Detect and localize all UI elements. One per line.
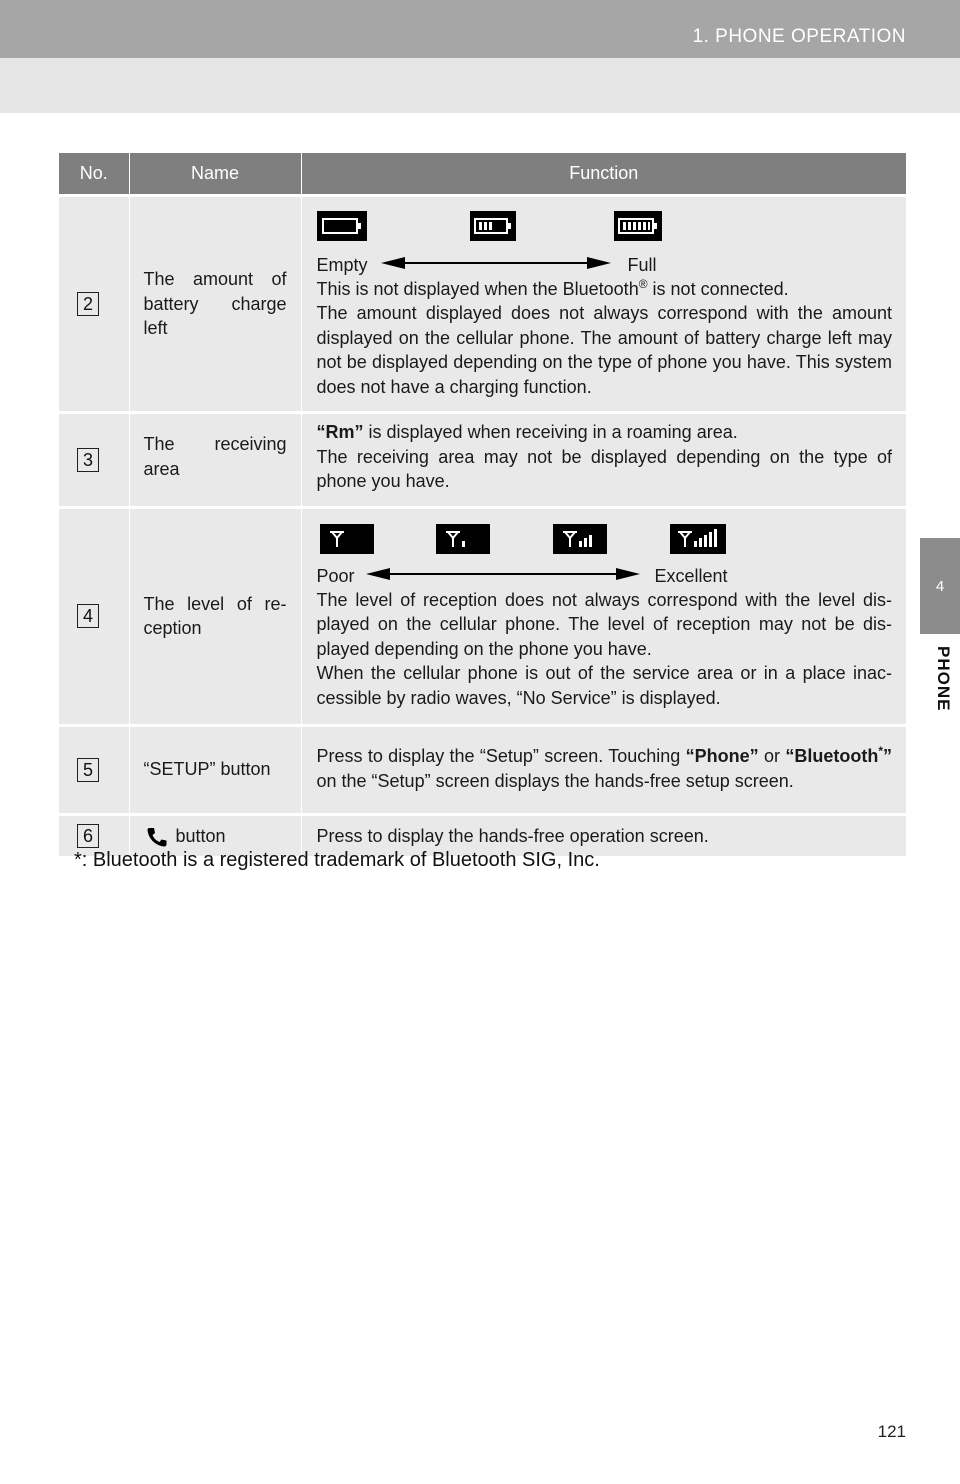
battery-scale (317, 253, 893, 277)
column-header-no: No. (59, 153, 129, 195)
name-label: button (175, 825, 226, 846)
registered-mark: ® (638, 276, 648, 291)
chapter-tab (920, 538, 960, 634)
battery-icons (317, 211, 893, 249)
battery-empty-icon (317, 211, 367, 241)
double-arrow-icon (366, 566, 640, 582)
roaming-indicator-text: “Rm” (316, 422, 364, 442)
signal-icons (317, 524, 893, 558)
function-text-part: is not connected. (647, 278, 789, 299)
row-number-cell (59, 413, 129, 508)
table-header-row (59, 153, 906, 195)
function-cell: Press to display the hands-free operation screen. (301, 814, 906, 856)
row-number: 6 (77, 824, 99, 848)
chapter-number: 4 (935, 578, 945, 595)
row-number: 2 (77, 292, 99, 316)
table-row (59, 413, 906, 508)
header-subband (0, 58, 960, 113)
bluetooth-label-quote: ” (883, 746, 892, 766)
scale-left-label: Poor (316, 565, 355, 586)
scale-right-label: Excellent (654, 565, 728, 586)
function-text: The level of reception does not always correspond with the level dis-played on the cellular phone. The level of reception may not be dis-played depending on the phone you have. (316, 589, 892, 659)
row-number-cell (59, 725, 129, 814)
function-text-part: is displayed when receiving in a roaming area. (363, 422, 738, 442)
name-cell: The amount of battery charge left (129, 195, 301, 413)
row-number-cell (59, 195, 129, 413)
function-text-part: on the “Setup” screen displays the hands-free setup screen. (316, 770, 794, 791)
row-number: 3 (77, 448, 99, 472)
column-header-name: Name (129, 153, 301, 195)
name-cell: “SETUP” button (129, 725, 301, 814)
function-table (59, 153, 906, 856)
name-cell: The receiving area (129, 413, 301, 508)
table-row (59, 195, 906, 413)
function-text: The receiving area may not be displayed depending on the type of phone you have. (316, 446, 892, 491)
function-text (317, 744, 893, 793)
function-text: When the cellular phone is out of the service area or in a place inac-cessible by radio waves, “No Service” is displayed. (316, 663, 892, 708)
function-text: The amount displayed does not always correspond with the amount displayed on the cellular phone. The amount of battery charge left may not be displayed depending on the type of phone you have. This system does not have a charging function. (316, 303, 892, 397)
column-header-function: Function (301, 153, 906, 195)
scale-right-label: Full (627, 254, 657, 275)
battery-full-icon (614, 211, 662, 241)
function-cell (301, 195, 906, 413)
double-arrow-icon (381, 255, 611, 271)
name-cell: The level of re-ception (129, 507, 301, 725)
table-row (59, 725, 906, 814)
row-number: 5 (77, 758, 99, 782)
chapter-label: PHONE (934, 646, 953, 712)
phone-icon (146, 826, 168, 848)
page-number: 121 (877, 1422, 906, 1441)
footnote-mark: * (878, 744, 883, 758)
phone-menu-label: “Phone” (685, 746, 759, 766)
footnote: *: Bluetooth is a registered trademark of Bluetooth SIG, Inc. (74, 849, 600, 871)
function-cell (301, 507, 906, 725)
table-row (59, 507, 906, 725)
function-text-part: Press to display the “Setup” screen. Touching (316, 746, 686, 766)
function-cell (301, 725, 906, 814)
scale-left-label: Empty (316, 254, 368, 275)
bluetooth-menu-label (785, 746, 892, 766)
row-number-cell (59, 507, 129, 725)
battery-half-icon (470, 211, 516, 241)
signal-3-icon (553, 524, 607, 554)
signal-5-icon (670, 524, 726, 554)
bluetooth-label-text: “Bluetooth (785, 746, 879, 766)
function-cell (301, 413, 906, 508)
function-text-part: This is not displayed when the Bluetooth (316, 278, 639, 299)
reception-scale (317, 564, 893, 588)
function-text-part: or (758, 746, 786, 766)
signal-0-icon (320, 524, 374, 554)
function-text (317, 420, 893, 445)
row-number: 4 (77, 604, 99, 628)
section-title: 1. PHONE OPERATION (692, 26, 906, 47)
function-text (317, 277, 893, 302)
signal-1-icon (436, 524, 490, 554)
